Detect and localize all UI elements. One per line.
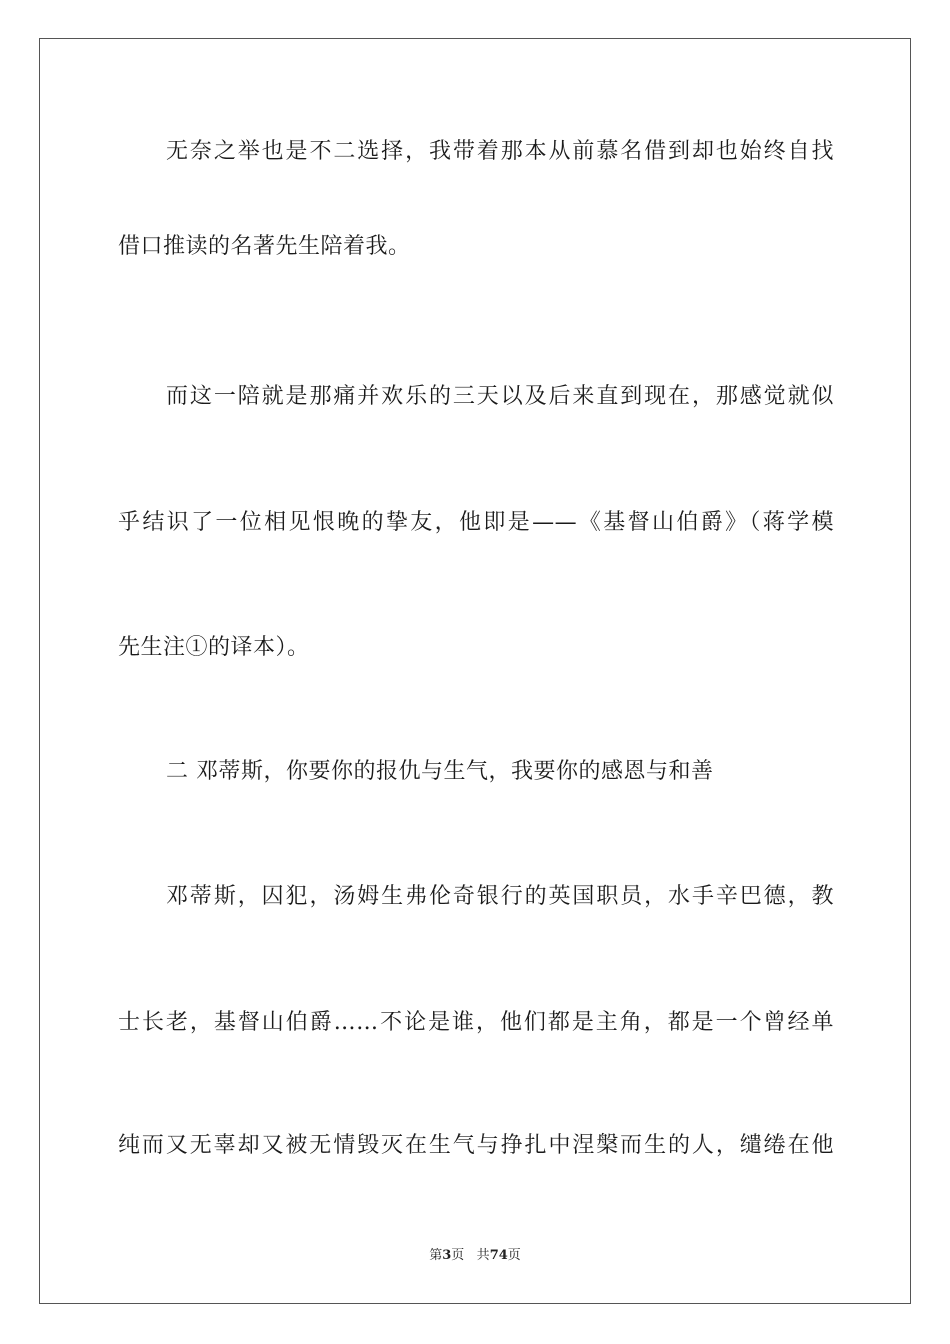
paragraph-line: 纯而又无辜却又被无情毁灭在生气与挣扎中涅槃而生的人，缱绻在他 xyxy=(118,1133,834,1158)
total-prefix: 共 xyxy=(476,1248,490,1263)
paragraph-line: 士长老，基督山伯爵……不论是谁，他们都是主角，都是一个曾经单 xyxy=(118,1010,834,1035)
paragraph-line: 而这一陪就是那痛并欢乐的三天以及后来直到现在，那感觉就似 xyxy=(166,384,834,409)
paragraph-line: 借口推读的名著先生陪着我。 xyxy=(118,234,411,259)
page-number: 3 xyxy=(442,1248,452,1263)
page-border xyxy=(39,38,911,1304)
paragraph-line: 先生注①的译本）。 xyxy=(118,635,310,660)
paragraph-line: 乎结识了一位相见恨晚的挚友，他即是——《基督山伯爵》（蒋学模 xyxy=(118,510,834,535)
section-heading: 二 邓蒂斯，你要你的报仇与生气，我要你的感恩与和善 xyxy=(166,759,714,784)
total-pages: 74 xyxy=(489,1248,508,1263)
page-footer xyxy=(0,1247,950,1265)
total-suffix: 页 xyxy=(507,1248,521,1263)
page-suffix: 页 xyxy=(451,1248,465,1263)
page-prefix: 第 xyxy=(429,1248,443,1263)
paragraph-line: 邓蒂斯，囚犯，汤姆生弗伦奇银行的英国职员，水手辛巴德，教 xyxy=(166,884,834,909)
paragraph-line: 无奈之举也是不二选择，我带着那本从前慕名借到却也始终自找 xyxy=(166,139,834,164)
